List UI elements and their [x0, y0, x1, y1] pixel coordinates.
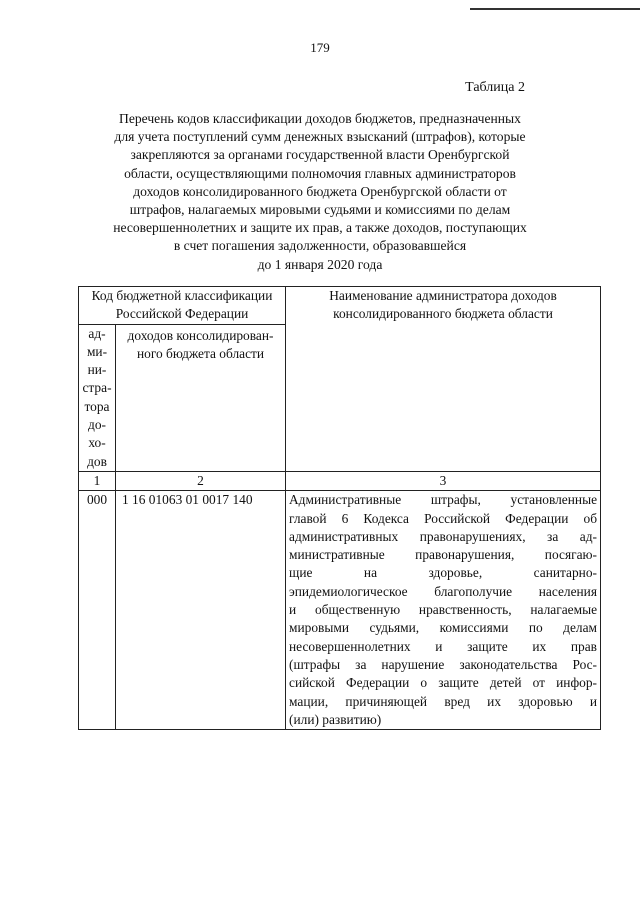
row-admin-code: 000: [79, 491, 116, 730]
description-line: административных правонарушениях, за ад-: [289, 528, 598, 544]
title-line: в счет погашения задолженности, образовавшейся: [173, 238, 467, 254]
title-line: закрепляются за органами государственной власти Оренбургской: [130, 147, 510, 163]
description-line: министративные правонарушения, посягаю-: [289, 547, 598, 563]
header-admin-line: стра-: [82, 380, 112, 396]
description-line: щие на здоровье, санитарно-: [289, 565, 598, 581]
description-line: (или) развитию): [289, 711, 382, 727]
header-budget-classification: Код бюджетной классификации Российской Федерации: [79, 287, 286, 325]
description-line: Административные штрафы, установленные: [289, 492, 598, 508]
column-number-1: 1: [79, 471, 116, 490]
header-admin-line: тора: [84, 398, 110, 414]
description-line: сийской Федерации о защите детей от инфор-: [289, 675, 598, 691]
title-line: до 1 января 2020 года: [257, 256, 383, 272]
description-line: (штрафы за нарушение законодательства Рос-: [289, 656, 598, 672]
header-admin-line: хо-: [88, 435, 106, 451]
header-administrator-code: [79, 324, 116, 471]
header-admin-line: ни-: [87, 362, 107, 378]
description-line: главой 6 Кодекса Российской Федерации об: [289, 510, 598, 526]
header-admin-line: ад-: [88, 325, 106, 341]
document-title: [105, 110, 535, 274]
header-admin-line: дов: [87, 453, 107, 469]
description-line: мировыми судьями, комиссиями по делам: [289, 620, 598, 636]
description-line: несовершеннолетних и защите их прав: [289, 638, 598, 654]
income-codes-table: [78, 286, 601, 730]
row-income-code: 1 16 01063 01 0017 140: [116, 491, 286, 730]
column-number-2: 2: [116, 471, 286, 490]
column-number-3: 3: [286, 471, 601, 490]
header-admin-line: ми-: [86, 343, 108, 359]
title-line: доходов консолидированного бюджета Оренбургской области от: [133, 183, 507, 199]
page-number: 179: [310, 40, 330, 55]
title-line: для учета поступлений сумм денежных взысканий (штрафов), которые: [114, 129, 526, 145]
table-label: Таблица 2: [465, 80, 525, 95]
title-line: области, осуществляющими полномочия главных администраторов: [124, 165, 516, 181]
description-line: и общественную нравственность, налагаемые: [289, 602, 598, 618]
title-line: несовершеннолетних и защите их прав, а также доходов, поступающих: [113, 220, 527, 236]
title-line: штрафов, налагаемых мировыми судьями и комиссиями по делам: [129, 202, 511, 218]
description-line: мации, причиняющей вред их здоровью и: [289, 693, 598, 709]
top-edge-line: [470, 8, 640, 10]
table-row: [79, 491, 601, 730]
row-description: [286, 491, 601, 730]
header-administrator-name: Наименование администратора доходов консолидированного бюджета области: [286, 287, 601, 472]
description-line: эпидемиологическое благополучие населения: [289, 583, 598, 599]
header-income-code: доходов консолидирован-ного бюджета области: [116, 324, 286, 471]
header-admin-line: до-: [88, 417, 106, 433]
title-line: Перечень кодов классификации доходов бюджетов, предназначенных: [119, 111, 521, 126]
